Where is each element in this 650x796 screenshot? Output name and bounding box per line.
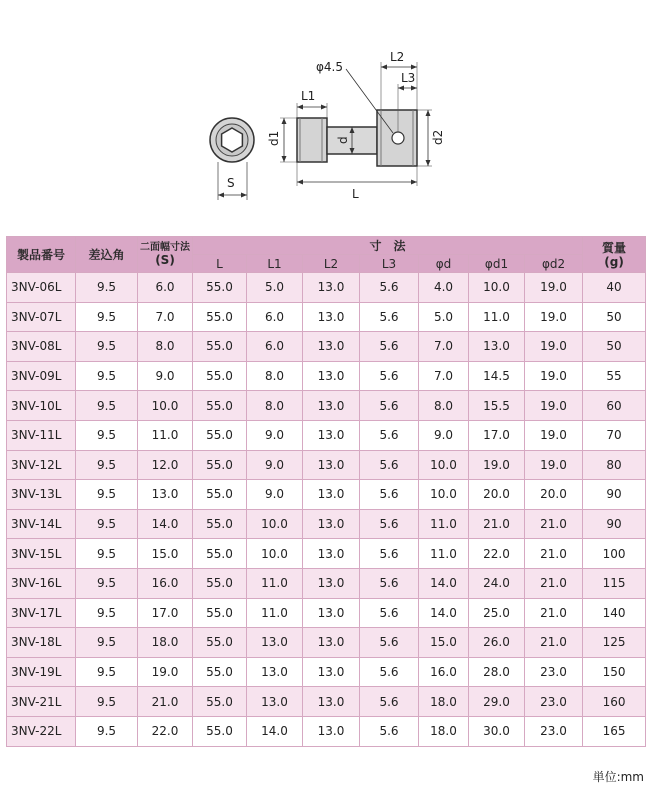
cell-square-drive: 9.5	[76, 450, 138, 480]
header-phi-d: φd	[419, 255, 469, 273]
cell-weight: 90	[583, 509, 646, 539]
cell-l2: 13.0	[303, 687, 360, 717]
label-s: S	[227, 176, 235, 190]
cell-l2: 13.0	[303, 302, 360, 332]
cell-l2: 13.0	[303, 273, 360, 303]
cell-phi-d: 8.0	[419, 391, 469, 421]
cell-phi-d2: 21.0	[525, 539, 583, 569]
cell-product-code: 3NV-15L	[7, 539, 76, 569]
cell-l3: 5.6	[360, 391, 419, 421]
cell-product-code: 3NV-18L	[7, 628, 76, 658]
cell-l: 55.0	[193, 361, 247, 391]
cell-weight: 40	[583, 273, 646, 303]
cell-l1: 6.0	[247, 302, 303, 332]
cell-l2: 13.0	[303, 450, 360, 480]
cell-phi-d2: 20.0	[525, 480, 583, 510]
cell-l2: 13.0	[303, 657, 360, 687]
cell-product-code: 3NV-14L	[7, 509, 76, 539]
table-row	[7, 273, 646, 303]
table-row	[7, 480, 646, 510]
cell-weight: 165	[583, 716, 646, 746]
cell-phi-d1: 26.0	[469, 628, 525, 658]
cell-phi-d2: 19.0	[525, 273, 583, 303]
cell-weight: 50	[583, 332, 646, 362]
unit-label: 単位:mm	[592, 770, 644, 784]
cell-phi-d1: 19.0	[469, 450, 525, 480]
dimension-d2	[417, 110, 445, 166]
header-weight-line2: (g)	[604, 254, 624, 269]
header-l: L	[193, 255, 247, 273]
table-row	[7, 509, 646, 539]
cell-width-across-flats: 6.0	[138, 273, 193, 303]
cell-l1: 9.0	[247, 420, 303, 450]
cell-phi-d: 9.0	[419, 420, 469, 450]
cell-width-across-flats: 17.0	[138, 598, 193, 628]
header-l3: L3	[360, 255, 419, 273]
cell-phi-d: 14.0	[419, 568, 469, 598]
table-row	[7, 302, 646, 332]
cell-l2: 13.0	[303, 332, 360, 362]
socket-dimension-diagram	[0, 0, 650, 225]
cell-weight: 160	[583, 687, 646, 717]
cell-phi-d: 18.0	[419, 716, 469, 746]
cell-weight: 60	[583, 391, 646, 421]
cell-square-drive: 9.5	[76, 509, 138, 539]
cell-square-drive: 9.5	[76, 420, 138, 450]
cell-product-code: 3NV-09L	[7, 361, 76, 391]
cell-l: 55.0	[193, 598, 247, 628]
cell-phi-d2: 19.0	[525, 302, 583, 332]
cell-l2: 13.0	[303, 539, 360, 569]
table-row	[7, 716, 646, 746]
table-row	[7, 568, 646, 598]
cell-width-across-flats: 8.0	[138, 332, 193, 362]
cell-square-drive: 9.5	[76, 657, 138, 687]
cell-phi-d: 18.0	[419, 687, 469, 717]
cell-l3: 5.6	[360, 420, 419, 450]
cell-width-across-flats: 22.0	[138, 716, 193, 746]
cell-width-across-flats: 9.0	[138, 361, 193, 391]
header-width-line1: 二面幅寸法	[140, 242, 190, 253]
cell-l3: 5.6	[360, 361, 419, 391]
socket-end-view	[210, 118, 254, 200]
cell-product-code: 3NV-08L	[7, 332, 76, 362]
cell-l3: 5.6	[360, 539, 419, 569]
cell-l: 55.0	[193, 539, 247, 569]
header-code: 製品番号	[7, 237, 76, 273]
cell-product-code: 3NV-07L	[7, 302, 76, 332]
cell-width-across-flats: 10.0	[138, 391, 193, 421]
cell-phi-d: 7.0	[419, 332, 469, 362]
cell-l1: 9.0	[247, 450, 303, 480]
cell-phi-d: 7.0	[419, 361, 469, 391]
cell-phi-d1: 14.5	[469, 361, 525, 391]
cell-phi-d1: 13.0	[469, 332, 525, 362]
cell-product-code: 3NV-11L	[7, 420, 76, 450]
cell-l3: 5.6	[360, 332, 419, 362]
table-row	[7, 628, 646, 658]
cell-l3: 5.6	[360, 273, 419, 303]
spec-table	[6, 236, 646, 747]
cell-phi-d2: 19.0	[525, 450, 583, 480]
cell-l: 55.0	[193, 391, 247, 421]
table-row	[7, 361, 646, 391]
cell-phi-d1: 11.0	[469, 302, 525, 332]
table-row	[7, 332, 646, 362]
label-l1: L1	[301, 89, 316, 103]
cell-l3: 5.6	[360, 302, 419, 332]
cell-l3: 5.6	[360, 598, 419, 628]
cell-l3: 5.6	[360, 480, 419, 510]
cell-product-code: 3NV-19L	[7, 657, 76, 687]
cell-l1: 14.0	[247, 716, 303, 746]
label-d1: d1	[267, 130, 281, 146]
cell-l: 55.0	[193, 628, 247, 658]
cell-phi-d1: 21.0	[469, 509, 525, 539]
cell-weight: 50	[583, 302, 646, 332]
cell-width-across-flats: 19.0	[138, 657, 193, 687]
cell-phi-d2: 21.0	[525, 628, 583, 658]
cell-l: 55.0	[193, 509, 247, 539]
cell-l1: 11.0	[247, 568, 303, 598]
label-l3: L3	[401, 71, 416, 85]
cell-l: 55.0	[193, 687, 247, 717]
label-d: d	[336, 136, 350, 144]
cell-phi-d1: 15.5	[469, 391, 525, 421]
cell-weight: 125	[583, 628, 646, 658]
cell-product-code: 3NV-06L	[7, 273, 76, 303]
cell-phi-d: 10.0	[419, 480, 469, 510]
cell-square-drive: 9.5	[76, 628, 138, 658]
cell-phi-d1: 29.0	[469, 687, 525, 717]
cell-l1: 13.0	[247, 657, 303, 687]
cell-phi-d: 11.0	[419, 539, 469, 569]
cell-l1: 6.0	[247, 332, 303, 362]
cell-weight: 115	[583, 568, 646, 598]
cell-l: 55.0	[193, 657, 247, 687]
cell-l2: 13.0	[303, 361, 360, 391]
header-weight	[583, 237, 646, 273]
cell-width-across-flats: 14.0	[138, 509, 193, 539]
cell-width-across-flats: 15.0	[138, 539, 193, 569]
cell-square-drive: 9.5	[76, 687, 138, 717]
cell-phi-d2: 21.0	[525, 509, 583, 539]
spec-table-body	[7, 273, 646, 747]
cell-width-across-flats: 16.0	[138, 568, 193, 598]
cell-phi-d: 5.0	[419, 302, 469, 332]
cell-product-code: 3NV-10L	[7, 391, 76, 421]
cell-l: 55.0	[193, 450, 247, 480]
cell-l: 55.0	[193, 480, 247, 510]
cell-phi-d: 14.0	[419, 598, 469, 628]
cell-weight: 140	[583, 598, 646, 628]
cell-phi-d2: 23.0	[525, 716, 583, 746]
cell-weight: 90	[583, 480, 646, 510]
cell-l3: 5.6	[360, 450, 419, 480]
dimension-l1	[297, 89, 327, 118]
cell-square-drive: 9.5	[76, 598, 138, 628]
cell-l: 55.0	[193, 273, 247, 303]
cell-l1: 8.0	[247, 391, 303, 421]
cell-weight: 80	[583, 450, 646, 480]
cell-l2: 13.0	[303, 716, 360, 746]
cell-width-across-flats: 18.0	[138, 628, 193, 658]
table-row	[7, 420, 646, 450]
cell-phi-d: 16.0	[419, 657, 469, 687]
cell-phi-d: 15.0	[419, 628, 469, 658]
cell-weight: 100	[583, 539, 646, 569]
cell-l3: 5.6	[360, 716, 419, 746]
cell-l1: 8.0	[247, 361, 303, 391]
cell-weight: 70	[583, 420, 646, 450]
cell-l1: 10.0	[247, 509, 303, 539]
cell-width-across-flats: 12.0	[138, 450, 193, 480]
cell-l: 55.0	[193, 332, 247, 362]
table-row	[7, 391, 646, 421]
header-phi-d2: φd2	[525, 255, 583, 273]
cell-phi-d2: 19.0	[525, 332, 583, 362]
cell-l1: 5.0	[247, 273, 303, 303]
cell-product-code: 3NV-21L	[7, 687, 76, 717]
cell-l: 55.0	[193, 302, 247, 332]
cell-weight: 55	[583, 361, 646, 391]
cell-l2: 13.0	[303, 509, 360, 539]
cell-phi-d1: 22.0	[469, 539, 525, 569]
cell-l2: 13.0	[303, 628, 360, 658]
cell-phi-d1: 30.0	[469, 716, 525, 746]
cell-phi-d: 10.0	[419, 450, 469, 480]
cell-product-code: 3NV-22L	[7, 716, 76, 746]
cell-square-drive: 9.5	[76, 273, 138, 303]
header-width-line2: (S)	[155, 253, 175, 267]
cell-l3: 5.6	[360, 568, 419, 598]
cell-product-code: 3NV-17L	[7, 598, 76, 628]
label-phi-4-5: φ4.5	[316, 60, 343, 74]
cell-product-code: 3NV-13L	[7, 480, 76, 510]
cell-l2: 13.0	[303, 480, 360, 510]
socket-side-view	[297, 110, 417, 166]
cell-square-drive: 9.5	[76, 480, 138, 510]
table-row	[7, 539, 646, 569]
cell-l1: 10.0	[247, 539, 303, 569]
header-width-across-flats	[138, 237, 193, 273]
dimension-d1	[267, 118, 297, 162]
cell-product-code: 3NV-16L	[7, 568, 76, 598]
cell-square-drive: 9.5	[76, 539, 138, 569]
cell-phi-d1: 20.0	[469, 480, 525, 510]
cell-width-across-flats: 7.0	[138, 302, 193, 332]
cell-l: 55.0	[193, 568, 247, 598]
cell-square-drive: 9.5	[76, 716, 138, 746]
header-dimensions: 寸 法	[193, 237, 583, 255]
table-row	[7, 598, 646, 628]
cell-phi-d2: 19.0	[525, 361, 583, 391]
cell-l3: 5.6	[360, 687, 419, 717]
label-l2: L2	[390, 50, 405, 64]
cell-phi-d2: 19.0	[525, 420, 583, 450]
cell-square-drive: 9.5	[76, 361, 138, 391]
cell-l2: 13.0	[303, 568, 360, 598]
dimension-l	[297, 162, 417, 201]
header-l1: L1	[247, 255, 303, 273]
cell-l: 55.0	[193, 716, 247, 746]
label-d2: d2	[431, 129, 445, 145]
cell-l2: 13.0	[303, 420, 360, 450]
cell-phi-d1: 28.0	[469, 657, 525, 687]
cell-width-across-flats: 13.0	[138, 480, 193, 510]
header-square-drive: 差込角	[76, 237, 138, 273]
cell-phi-d2: 19.0	[525, 391, 583, 421]
cell-product-code: 3NV-12L	[7, 450, 76, 480]
cell-l1: 13.0	[247, 628, 303, 658]
cell-phi-d1: 17.0	[469, 420, 525, 450]
cell-phi-d1: 24.0	[469, 568, 525, 598]
cell-l3: 5.6	[360, 628, 419, 658]
cell-phi-d2: 23.0	[525, 657, 583, 687]
cell-l2: 13.0	[303, 391, 360, 421]
cell-square-drive: 9.5	[76, 302, 138, 332]
table-row	[7, 450, 646, 480]
cell-phi-d: 4.0	[419, 273, 469, 303]
cell-l2: 13.0	[303, 598, 360, 628]
cell-square-drive: 9.5	[76, 568, 138, 598]
header-l2: L2	[303, 255, 360, 273]
cell-l1: 13.0	[247, 687, 303, 717]
cell-weight: 150	[583, 657, 646, 687]
cell-l: 55.0	[193, 420, 247, 450]
cell-l3: 5.6	[360, 509, 419, 539]
label-l: L	[352, 187, 359, 201]
table-row	[7, 687, 646, 717]
header-phi-d1: φd1	[469, 255, 525, 273]
cell-phi-d1: 10.0	[469, 273, 525, 303]
cell-phi-d: 11.0	[419, 509, 469, 539]
cell-l1: 9.0	[247, 480, 303, 510]
cell-phi-d2: 21.0	[525, 568, 583, 598]
cell-l3: 5.6	[360, 657, 419, 687]
header-weight-line1: 質量	[602, 240, 627, 255]
cell-phi-d2: 23.0	[525, 687, 583, 717]
cell-square-drive: 9.5	[76, 391, 138, 421]
cell-l1: 11.0	[247, 598, 303, 628]
cell-square-drive: 9.5	[76, 332, 138, 362]
cell-phi-d1: 25.0	[469, 598, 525, 628]
table-row	[7, 657, 646, 687]
cell-phi-d2: 21.0	[525, 598, 583, 628]
cell-width-across-flats: 21.0	[138, 687, 193, 717]
cell-width-across-flats: 11.0	[138, 420, 193, 450]
